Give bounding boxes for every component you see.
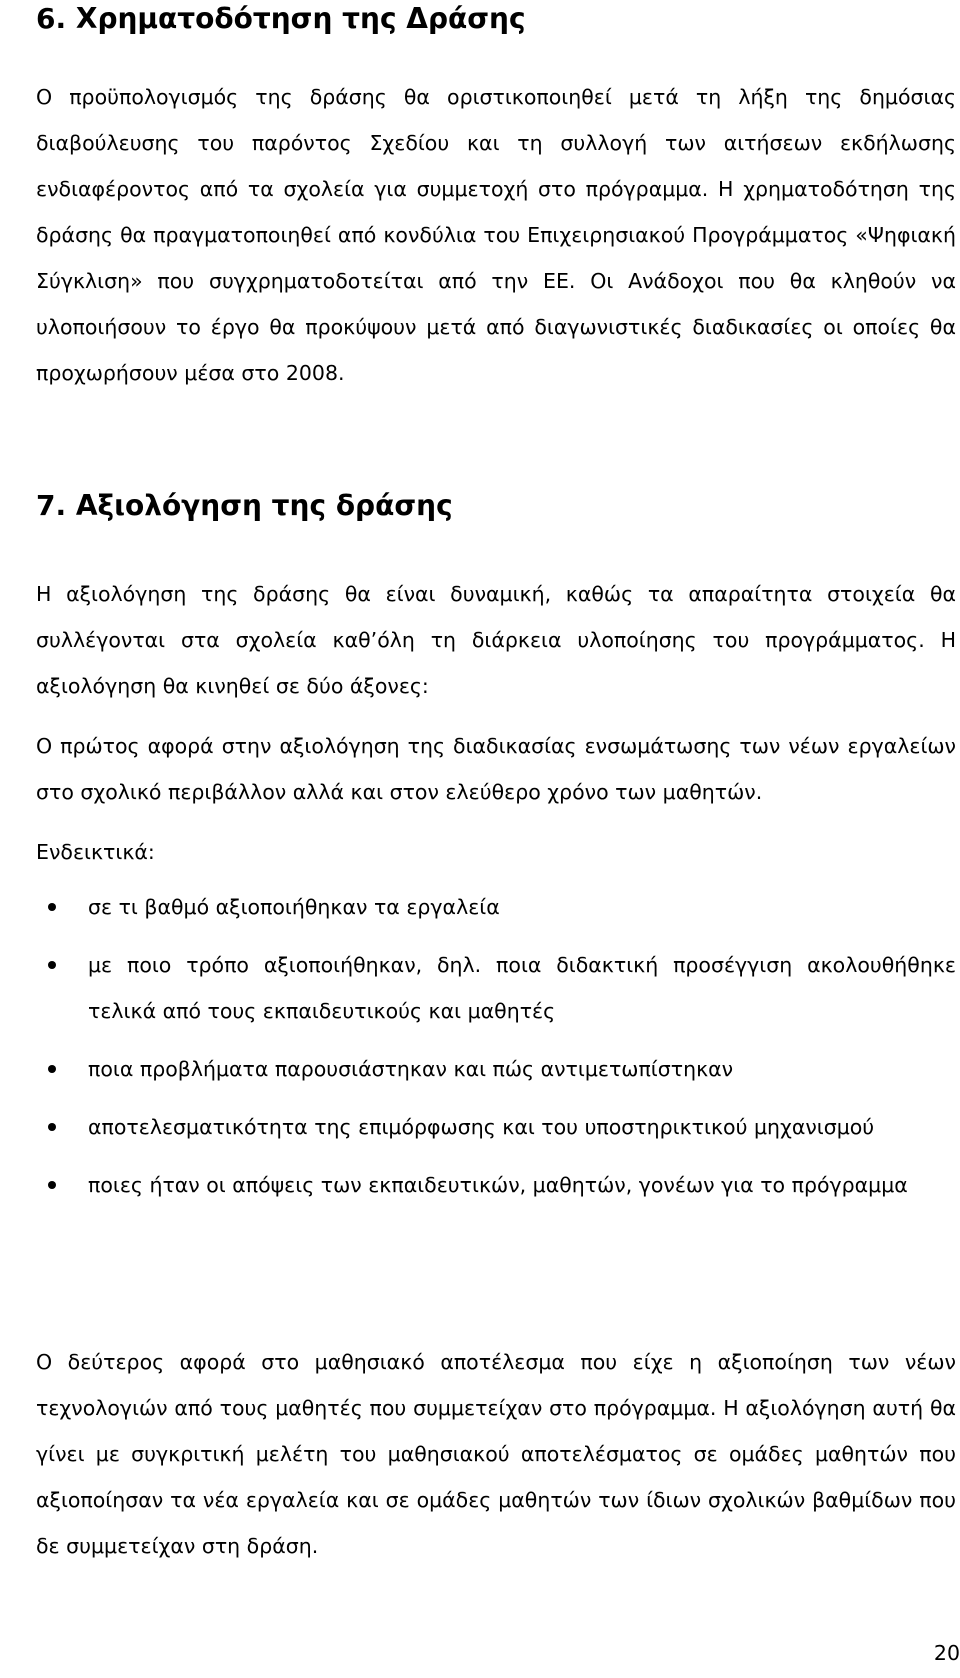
section-6-heading: 6. Χρηματοδότηση της Δράσης	[36, 2, 526, 35]
list-item-text: σε τι βαθμό αξιοποιήθηκαν τα εργαλεία	[88, 895, 500, 919]
list-item-text: ποια προβλήματα παρουσιάστηκαν και πώς αντιμετωπίστηκαν	[88, 1057, 734, 1081]
bullet-icon	[48, 1065, 56, 1073]
list-item	[36, 1162, 956, 1208]
section-6-paragraph: Ο προϋπολογισμός της δράσης θα οριστικοποιηθεί μετά τη λήξη της δημόσιας διαβούλευσης του παρόντος Σχεδίου και τη συλλογή των αιτήσεων εκδήλωσης ενδιαφέροντος από τα σχολεία για συμμετοχή στο πρόγραμμα. Η χρηματοδότηση της δράσης θα πραγματοποιηθεί από κονδύλια του Επιχειρησιακού Προγράμματος «Ψηφιακή Σύγκλιση» που συγχρηματοδοτείται από την ΕΕ. Οι Ανάδοχοι που θα κληθούν να υλοποιήσουν το έργο θα προκύψουν μετά από διαγωνιστικές διαδικασίες οι οποίες θα προχωρήσουν μέσα στο 2008.	[36, 85, 956, 385]
list-item	[36, 1104, 956, 1150]
list-item-text: ποιες ήταν οι απόψεις των εκπαιδευτικών, μαθητών, γονέων για το πρόγραμμα	[88, 1173, 908, 1197]
list-item-text: αποτελεσματικότητα της επιμόρφωσης και του υποστηρικτικού μηχανισμού	[88, 1115, 875, 1139]
bullet-icon	[48, 1123, 56, 1131]
list-item	[36, 884, 956, 930]
list-item-text: με ποιο τρόπο αξιοποιήθηκαν, δηλ. ποια διδακτική προσέγγιση ακολουθήθηκε τελικά από τους εκπαιδευτικούς και μαθητές	[88, 953, 956, 1023]
section-7-heading: 7. Αξιολόγηση της δράσης	[36, 489, 453, 522]
section-7-intro-paragraph: Η αξιολόγηση της δράσης θα είναι δυναμική, καθώς τα απαραίτητα στοιχεία θα συλλέγονται στα σχολεία καθ’όλη τη διάρκεια υλοποίησης του προγράμματος. Η αξιολόγηση θα κινηθεί σε δύο άξονες:	[36, 582, 956, 698]
page-number: 20	[933, 1641, 960, 1665]
bullet-icon	[48, 903, 56, 911]
list-item	[36, 1046, 956, 1092]
first-axis-paragraph: Ο πρώτος αφορά στην αξιολόγηση της διαδικασίας ενσωμάτωσης των νέων εργαλείων στο σχολικό περιβάλλον αλλά και στον ελεύθερο χρόνο των μαθητών.	[36, 734, 956, 804]
indicative-label: Ενδεικτικά:	[36, 840, 155, 864]
second-axis-paragraph: Ο δεύτερος αφορά στο μαθησιακό αποτέλεσμα που είχε η αξιοποίηση των νέων τεχνολογιών από τους μαθητές που συμμετείχαν στο πρόγραμμα. Η αξιολόγηση αυτή θα γίνει με συγκριτική μελέτη του μαθησιακού αποτελέσματος σε ομάδες μαθητών που αξιοποίησαν τα νέα εργαλεία και σε ομάδες μαθητών των ίδιων σχολικών βαθμίδων που δε συμμετείχαν στη δράση.	[36, 1350, 956, 1558]
bullet-icon	[48, 1181, 56, 1189]
bullet-icon	[48, 961, 56, 969]
evaluation-criteria-list	[36, 884, 956, 1220]
list-item	[36, 942, 956, 1034]
